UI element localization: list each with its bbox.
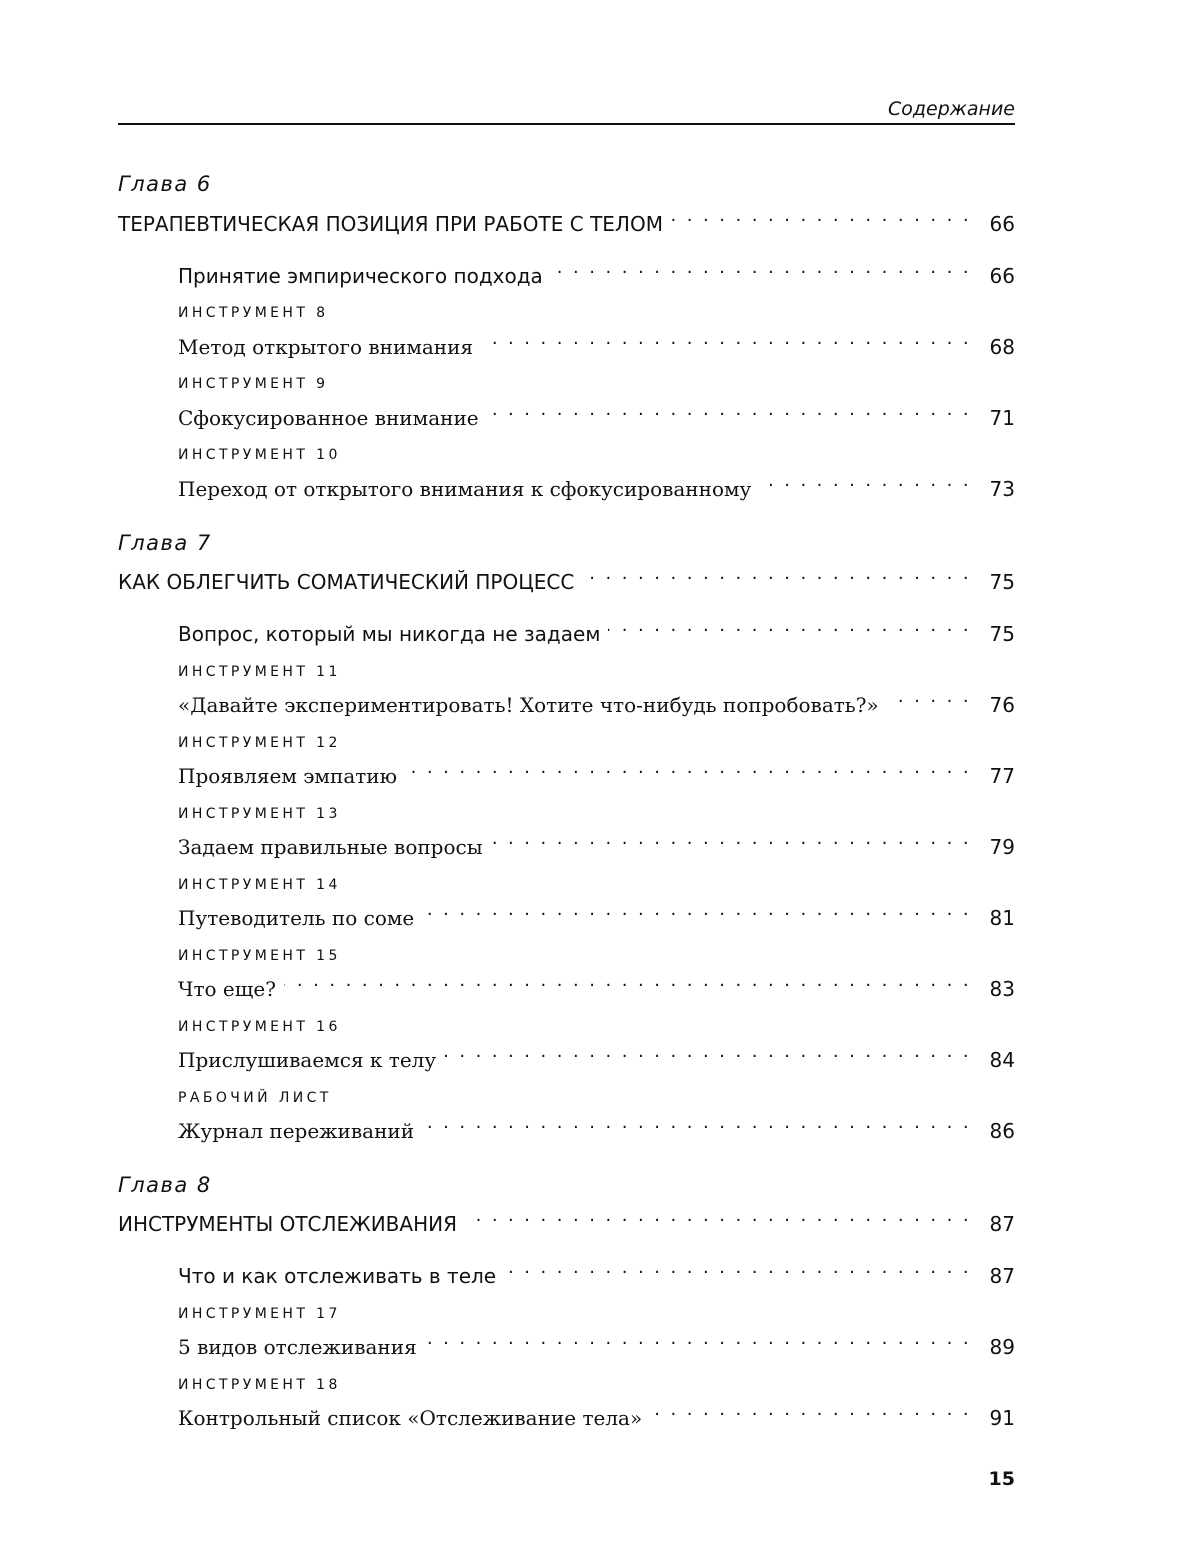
- dot-leader: [425, 1324, 971, 1354]
- entry-kind-label: ИНСТРУМЕНТ 9: [178, 376, 329, 392]
- entry-page: 89: [989, 1335, 1015, 1359]
- entry-title: Журнал переживаний: [178, 1119, 415, 1143]
- entry-title: Принятие эмпирического подхода: [178, 264, 543, 288]
- toc-entry[interactable]: [178, 966, 1015, 1001]
- chapter-6-label: Глава 6: [118, 172, 212, 196]
- toc-entry[interactable]: [178, 324, 1015, 359]
- entry-page: 91: [989, 1406, 1015, 1430]
- chapter-6-title: ТЕРАПЕВТИЧЕСКАЯ ПОЗИЦИЯ ПРИ РАБОТЕ С ТЕЛОМ: [118, 212, 663, 236]
- toc-entry[interactable]: [178, 682, 1015, 717]
- chapter-6-page: 66: [989, 212, 1015, 236]
- entry-page: 75: [989, 622, 1015, 646]
- toc-entry[interactable]: [178, 824, 1015, 859]
- entry-title: Проявляем эмпатию: [178, 764, 398, 788]
- toc-entry[interactable]: [178, 1395, 1015, 1430]
- chapter-7-page: 75: [989, 570, 1015, 594]
- entry-kind-label: ИНСТРУМЕНТ 15: [178, 948, 341, 964]
- dot-leader: [487, 395, 971, 425]
- chapter-8-page: 87: [989, 1212, 1015, 1236]
- toc-entry[interactable]: [178, 466, 1015, 501]
- entry-page: 71: [989, 406, 1015, 430]
- toc-chapter-6[interactable]: [118, 201, 1015, 236]
- entry-kind-label: РАБОЧИЙ ЛИСТ: [178, 1090, 332, 1106]
- entry-page: 66: [989, 264, 1015, 288]
- entry-kind-label: ИНСТРУМЕНТ 17: [178, 1306, 341, 1322]
- dot-leader: [465, 1201, 971, 1231]
- entry-title: 5 видов отслеживания: [178, 1335, 417, 1359]
- toc-entry[interactable]: [178, 395, 1015, 430]
- dot-leader: [671, 201, 971, 231]
- entry-title: Что еще?: [178, 977, 276, 1001]
- dot-leader: [608, 611, 971, 641]
- toc-entry[interactable]: [178, 1037, 1015, 1072]
- entry-kind-label: ИНСТРУМЕНТ 18: [178, 1377, 341, 1393]
- toc-entry[interactable]: [178, 1253, 1015, 1288]
- entry-page: 81: [989, 906, 1015, 930]
- entry-title: Сфокусированное внимание: [178, 406, 479, 430]
- page-number: 15: [988, 1468, 1015, 1490]
- entry-page: 83: [989, 977, 1015, 1001]
- entry-title: Прислушиваемся к телу: [178, 1048, 437, 1072]
- toc-entry[interactable]: [178, 1324, 1015, 1359]
- dot-leader: [481, 324, 971, 354]
- entry-title: «Давайте экспериментировать! Хотите что-нибудь попробовать?»: [178, 693, 879, 717]
- dot-leader: [444, 1037, 971, 1067]
- toc-entry[interactable]: [178, 1108, 1015, 1143]
- dot-leader: [422, 895, 971, 925]
- toc-entry[interactable]: [178, 611, 1015, 646]
- entry-title: Задаем правильные вопросы: [178, 835, 483, 859]
- dot-leader: [491, 824, 971, 854]
- entry-page: 87: [989, 1264, 1015, 1288]
- entry-page: 86: [989, 1119, 1015, 1143]
- entry-page: 76: [989, 693, 1015, 717]
- entry-kind-label: ИНСТРУМЕНТ 13: [178, 806, 341, 822]
- entry-kind-label: ИНСТРУМЕНТ 8: [178, 305, 329, 321]
- chapter-7-label: Глава 7: [118, 531, 212, 555]
- dot-leader: [887, 682, 971, 712]
- dot-leader: [650, 1395, 971, 1425]
- entry-page: 68: [989, 335, 1015, 359]
- dot-leader: [582, 559, 971, 589]
- dot-leader: [504, 1253, 971, 1283]
- dot-leader: [759, 466, 971, 496]
- running-head: Содержание: [888, 98, 1015, 120]
- entry-page: 79: [989, 835, 1015, 859]
- entry-title: Переход от открытого внимания к сфокусированному: [178, 477, 752, 501]
- entry-title: Метод открытого внимания: [178, 335, 474, 359]
- dot-leader: [284, 966, 971, 996]
- chapter-8-title: ИНСТРУМЕНТЫ ОТСЛЕЖИВАНИЯ: [118, 1212, 457, 1236]
- entry-title: Путеводитель по соме: [178, 906, 415, 930]
- toc-chapter-8[interactable]: [118, 1201, 1015, 1236]
- entry-kind-label: ИНСТРУМЕНТ 14: [178, 877, 341, 893]
- toc-entry[interactable]: [178, 753, 1015, 788]
- dot-leader: [422, 1108, 971, 1138]
- entry-title: Что и как отслеживать в теле: [178, 1264, 497, 1288]
- toc-entry[interactable]: [178, 895, 1015, 930]
- entry-title: Вопрос, который мы никогда не задаем: [178, 622, 601, 646]
- dot-leader: [551, 253, 971, 283]
- entry-page: 77: [989, 764, 1015, 788]
- entry-kind-label: ИНСТРУМЕНТ 11: [178, 664, 341, 680]
- toc-entry[interactable]: [178, 253, 1015, 288]
- entry-page: 73: [989, 477, 1015, 501]
- entry-title: Контрольный список «Отслеживание тела»: [178, 1406, 643, 1430]
- entry-page: 84: [989, 1048, 1015, 1072]
- toc-chapter-7[interactable]: [118, 559, 1015, 594]
- entry-kind-label: ИНСТРУМЕНТ 16: [178, 1019, 341, 1035]
- chapter-7-title: КАК ОБЛЕГЧИТЬ СОМАТИЧЕСКИЙ ПРОЦЕСС: [118, 570, 575, 594]
- entry-kind-label: ИНСТРУМЕНТ 10: [178, 447, 341, 463]
- dot-leader: [405, 753, 971, 783]
- chapter-8-label: Глава 8: [118, 1173, 212, 1197]
- entry-kind-label: ИНСТРУМЕНТ 12: [178, 735, 341, 751]
